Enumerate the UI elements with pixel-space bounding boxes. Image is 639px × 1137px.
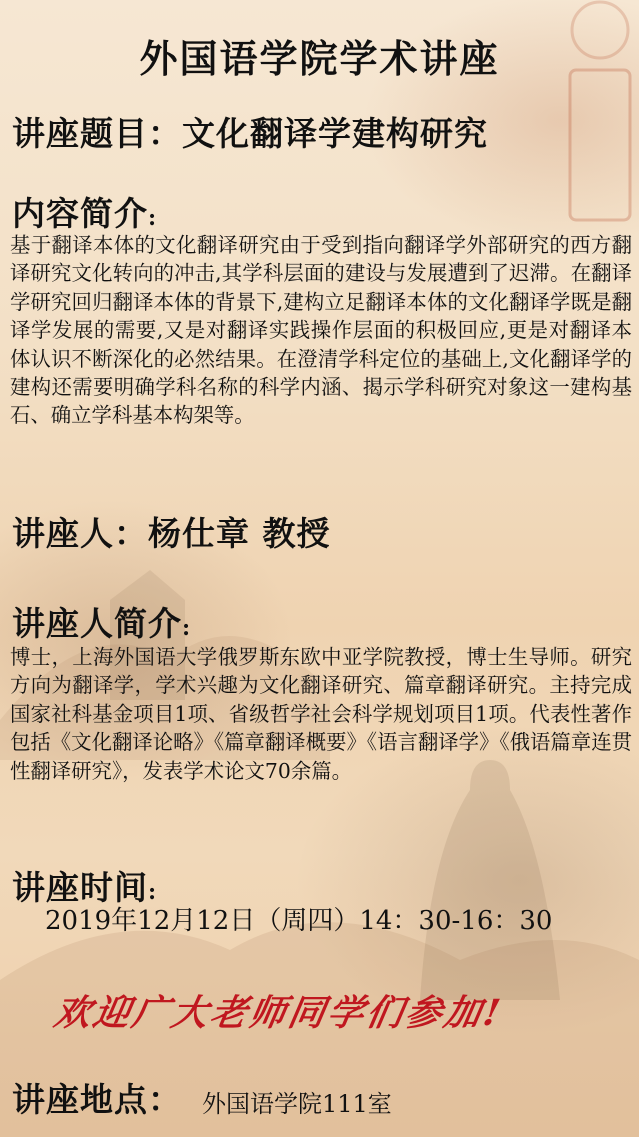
summary-heading	[12, 188, 157, 235]
summary-text: 基于翻译本体的文化翻译研究由于受到指向翻译学外部研究的西方翻译研究文化转向的冲击,其学科层面的建设与发展遭到了迟滞。在翻译学研究回归翻译本体的背景下,建构立足翻译本体的文化翻译学既是翻译学发展的需要,又是对翻译实践操作层面的积极回应,更是对翻译本体认识不断深化的必然结果。在澄清学科定位的基础上,文化翻译学的建构还需要明确学科名称的科学内涵、揭示学科研究对象这一建构基石、确立学科基本构架等。	[10, 233, 632, 428]
speaker-line: 讲座人：杨仕章 教授	[12, 514, 331, 553]
time-value: 2019年12月12日（周四）14：30-16：30	[45, 906, 553, 936]
bio-heading-colon: :	[182, 615, 192, 641]
bell-shape	[420, 760, 560, 1000]
page-title: 外国语学院学术讲座	[139, 36, 500, 81]
summary-heading-colon: :	[148, 205, 158, 231]
summary-heading-text: 内容简介	[12, 194, 148, 233]
place-label: 讲座地点：	[12, 1080, 182, 1119]
place-value: 外国语学院111室	[202, 1090, 392, 1118]
lecture-topic: 讲座题目：文化翻译学建构研究	[12, 114, 488, 153]
bio-heading	[12, 598, 191, 645]
time-heading-colon: :	[148, 879, 158, 905]
seal-mark	[570, 70, 630, 220]
time-heading-text: 讲座时间	[12, 868, 148, 907]
welcome-slogan: 欢迎广大老师同学们参加!	[50, 992, 507, 1034]
bio-heading-text: 讲座人简介	[12, 604, 182, 643]
bio-text: 博士，上海外国语大学俄罗斯东欧中亚学院教授，博士生导师。研究方向为翻译学，学术兴趣为文化翻译研究、篇章翻译研究。主持完成国家社科基金项目1项、省级哲学社会科学规划项目1项。代表性著作包括《文化翻译论略》《篇章翻译概要》《语言翻译学》《俄语篇章连贯性翻译研究》，发表学术论文70余篇。	[10, 645, 632, 783]
